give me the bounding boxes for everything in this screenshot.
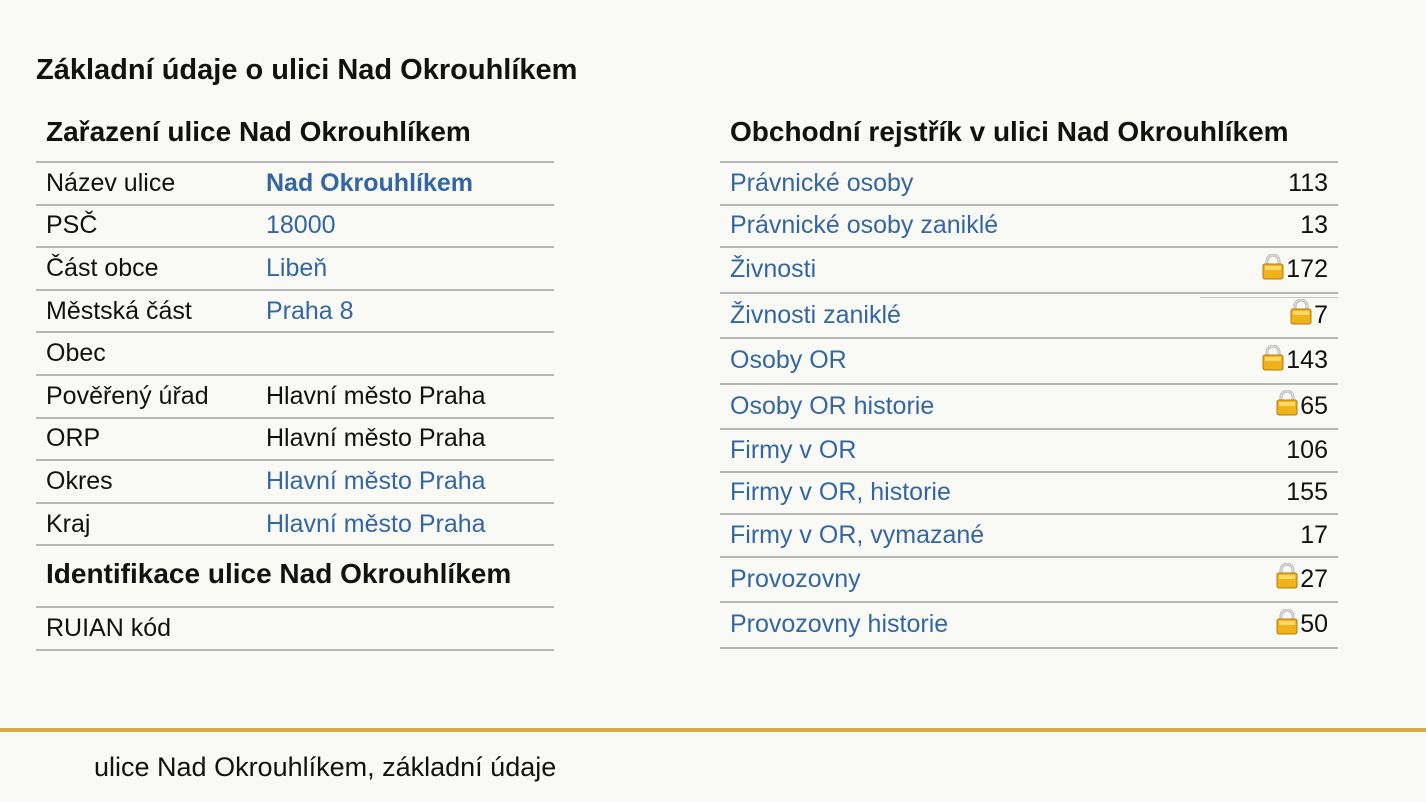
lock-icon (1276, 563, 1298, 589)
registry-row (720, 515, 1338, 558)
legal-entities-link[interactable]: Právnické osoby (730, 168, 914, 197)
companies-or-deleted-link[interactable]: Firmy v OR, vymazané (730, 520, 985, 549)
persons-or-link[interactable]: Osoby OR (730, 346, 847, 375)
legal-entities-defunct-link[interactable]: Právnické osoby zaniklé (730, 211, 999, 240)
lock-icon (1262, 254, 1284, 280)
table-row (36, 504, 554, 547)
footer-caption: ulice Nad Okrouhlíkem, základní údaje (94, 752, 557, 782)
registry-row (720, 206, 1338, 249)
registry-row (720, 248, 1338, 294)
row-label-region: Kraj (46, 509, 91, 538)
classification-title: Zařazení ulice Nad Okrouhlíkem (36, 112, 554, 163)
table-row (36, 461, 554, 504)
registry-count: 172 (1286, 255, 1328, 284)
row-label-psc: PSČ (46, 211, 98, 240)
row-label-authorized-office: Pověřený úřad (46, 381, 209, 410)
lock-icon (1290, 299, 1312, 325)
divider (1200, 297, 1338, 298)
row-label-county: Okres (46, 466, 113, 495)
registry-row (720, 603, 1338, 649)
registry-panel (720, 112, 1338, 649)
companies-or-link[interactable]: Firmy v OR (730, 435, 857, 464)
registry-row (720, 163, 1338, 206)
registry-count: 65 (1300, 391, 1328, 420)
street-name-link[interactable]: Nad Okrouhlíkem (266, 168, 473, 197)
table-row (36, 163, 554, 206)
table-row (36, 248, 554, 291)
table-row (36, 608, 554, 651)
footer-divider (0, 728, 1426, 732)
registry-row (720, 430, 1338, 473)
registry-title: Obchodní rejstřík v ulici Nad Okrouhlíkem (720, 112, 1338, 163)
registry-count: 27 (1300, 564, 1328, 593)
registry-count: 50 (1300, 610, 1328, 639)
county-link[interactable]: Hlavní město Praha (266, 466, 486, 495)
lock-icon (1262, 345, 1284, 371)
identification-title: Identifikace ulice Nad Okrouhlíkem (36, 546, 554, 608)
trades-defunct-link[interactable]: Živnosti zaniklé (730, 300, 901, 329)
row-label-municipality: Obec (46, 339, 106, 368)
registry-row (720, 339, 1338, 385)
premises-history-link[interactable]: Provozovny historie (730, 610, 949, 639)
row-label-orp: ORP (46, 424, 101, 453)
table-row (36, 206, 554, 249)
registry-row (720, 385, 1338, 431)
persons-or-history-link[interactable]: Osoby OR historie (730, 391, 935, 420)
authorized-office-value: Hlavní město Praha (266, 381, 486, 410)
premises-link[interactable]: Provozovny (730, 564, 861, 593)
row-label-ruian: RUIAN kód (46, 614, 172, 643)
registry-count: 155 (1286, 478, 1328, 507)
trades-link[interactable]: Živnosti (730, 255, 817, 284)
registry-count: 143 (1286, 346, 1328, 375)
table-row (36, 419, 554, 462)
registry-count: 13 (1300, 211, 1328, 240)
registry-row (720, 558, 1338, 604)
registry-count: 17 (1300, 520, 1328, 549)
table-row (36, 291, 554, 334)
table-row (36, 376, 554, 419)
row-label-district-part: Část obce (46, 253, 159, 282)
registry-count: 113 (1288, 168, 1328, 197)
registry-row (720, 473, 1338, 516)
row-label-street-name: Název ulice (46, 168, 176, 197)
orp-value: Hlavní město Praha (266, 424, 486, 453)
registry-count: 7 (1314, 300, 1328, 329)
classification-panel (36, 112, 554, 651)
row-label-city-district: Městská část (46, 296, 192, 325)
table-row (36, 333, 554, 376)
lock-icon (1276, 390, 1298, 416)
page-title: Základní údaje o ulici Nad Okrouhlíkem (36, 54, 578, 86)
psc-link[interactable]: 18000 (266, 211, 336, 240)
lock-icon (1276, 609, 1298, 635)
region-link[interactable]: Hlavní město Praha (266, 509, 486, 538)
registry-row (720, 294, 1338, 340)
companies-or-history-link[interactable]: Firmy v OR, historie (730, 478, 951, 507)
city-district-link[interactable]: Praha 8 (266, 296, 354, 325)
district-part-link[interactable]: Libeň (266, 253, 328, 282)
registry-count: 106 (1286, 435, 1328, 464)
